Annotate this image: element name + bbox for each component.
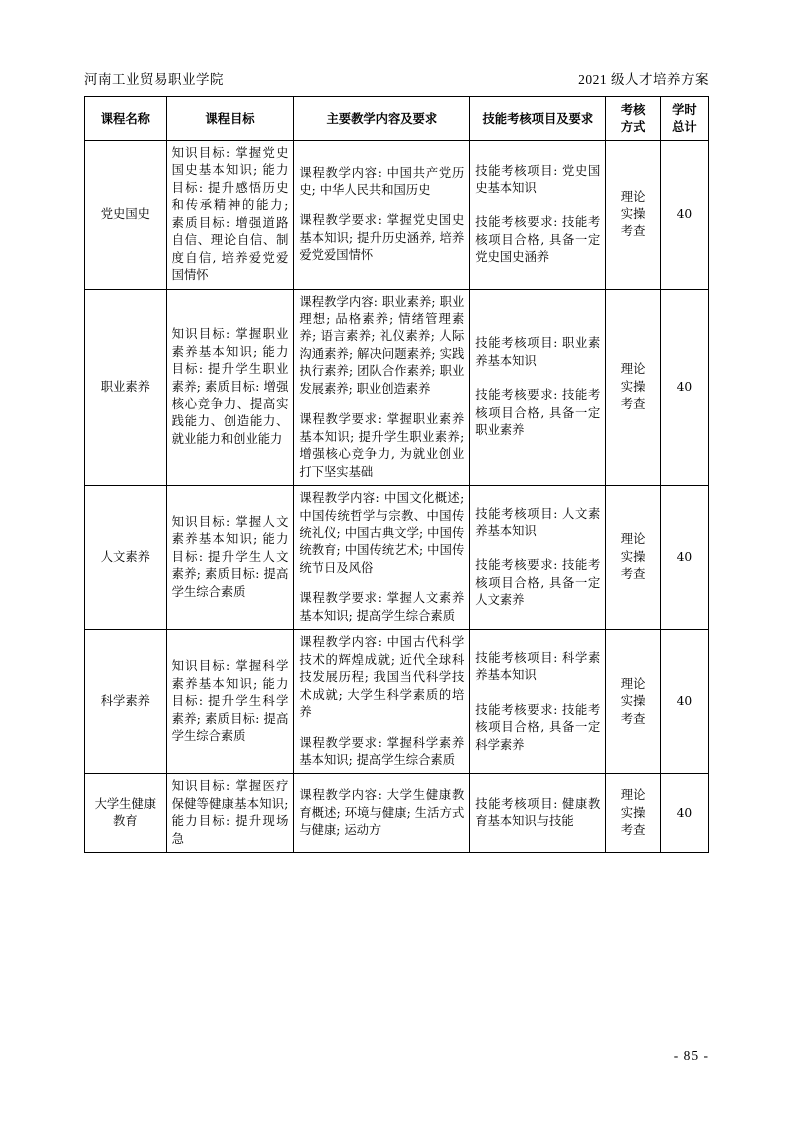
teaching-requirement-paragraph: 课程教学要求: 掌握科学素养基本知识; 提高学生综合素质 xyxy=(299,735,465,767)
assessment-method-text-line2: 实操 xyxy=(620,206,646,221)
cell-skill-assessment xyxy=(470,140,606,289)
assessment-method-text-line3: 考查 xyxy=(620,224,646,239)
assessment-method-text-line3: 考查 xyxy=(620,397,646,412)
assessment-method-text-line1: 理论 xyxy=(620,788,646,803)
cell-skill-assessment xyxy=(470,289,606,486)
cell-total-hours: 40 xyxy=(660,774,708,853)
teaching-content-paragraph: 课程教学内容: 职业素养; 职业理想; 品格素养; 情绪管理素养; 语言素养; 礼仪素养; 人际沟通素养; 解决问题素养; 实践执行素养; 团队合作素养; 职业发展素养; 职业创造素养 xyxy=(299,294,465,396)
cell-assessment-method xyxy=(606,289,660,486)
column-header-skill-assessment: 技能考核项目及要求 xyxy=(470,97,606,141)
assessment-item-paragraph: 技能考核项目: 职业素养基本知识 xyxy=(475,336,601,368)
column-header-assessment-method xyxy=(606,97,660,141)
cell-assessment-method xyxy=(606,630,660,774)
table-header xyxy=(85,97,709,141)
total-hours-line1: 学时 xyxy=(672,102,697,117)
cell-course-goal: 知识目标: 掌握党史国史基本知识; 能力目标: 提升感悟历史和传承精神的能力; 素质目标: 增强道路自信、理论自信、制度自信, 培养爱党爱国情怀 xyxy=(166,140,294,289)
assessment-requirement-paragraph: 技能考核要求: 技能考核项目合格, 具备一定科学素养 xyxy=(475,702,601,752)
cell-teaching-content xyxy=(294,774,470,853)
assessment-requirement-paragraph: 技能考核要求: 技能考核项目合格, 具备一定人文素养 xyxy=(475,558,601,608)
assessment-method-text-line2: 实操 xyxy=(620,805,646,820)
cell-total-hours: 40 xyxy=(660,486,708,630)
page-header xyxy=(84,68,709,88)
assessment-item-paragraph: 技能考核项目: 党史国史基本知识 xyxy=(475,163,601,196)
teaching-requirement-paragraph: 课程教学要求: 掌握人文素养基本知识; 提高学生综合素质 xyxy=(299,591,465,623)
cell-course-goal: 知识目标: 掌握职业素养基本知识; 能力目标: 提升学生职业素养; 素质目标: 增强核心竞争力、提高实践能力、创造能力、就业能力和创业能力 xyxy=(166,289,294,486)
cell-course-goal: 知识目标: 掌握医疗保健等健康基本知识; 能力目标: 提升现场急 xyxy=(166,774,294,853)
teaching-content-paragraph: 课程教学内容: 大学生健康教育概述; 环境与健康; 生活方式与健康; 运动方 xyxy=(299,788,465,838)
teaching-content-paragraph: 课程教学内容: 中国古代科学技术的辉煌成就; 近代全球科技发展历程; 我国当代科学技术成就; 大学生科学素质的培养 xyxy=(299,635,465,720)
cell-total-hours: 40 xyxy=(660,140,708,289)
table-row xyxy=(85,289,709,486)
column-header-total-hours xyxy=(660,97,708,141)
assessment-method-text-line3: 考查 xyxy=(620,823,646,838)
table-body xyxy=(85,140,709,852)
column-header-teaching-content: 主要教学内容及要求 xyxy=(294,97,470,141)
assessment-method-text-line1: 理论 xyxy=(620,362,646,377)
teaching-requirement-paragraph: 课程教学要求: 掌握党史国史基本知识; 提升历史涵养, 培养爱党爱国情怀 xyxy=(299,213,465,263)
cell-course-name: 科学素养 xyxy=(85,630,167,774)
cell-teaching-content xyxy=(294,140,470,289)
table-row xyxy=(85,774,709,853)
page-number: - 85 - xyxy=(673,1048,709,1063)
cell-assessment-method xyxy=(606,774,660,853)
table-row xyxy=(85,140,709,289)
total-hours-line2: 总计 xyxy=(672,119,697,135)
assessment-method-text-line1: 理论 xyxy=(620,676,646,691)
cell-teaching-content xyxy=(294,289,470,486)
assessment-method-text-line2: 实操 xyxy=(620,379,646,394)
teaching-requirement-paragraph: 课程教学要求: 掌握职业素养基本知识; 提升学生职业素养; 增强核心竞争力, 为就业创业打下坚实基础 xyxy=(299,412,465,479)
assessment-method-text-line2: 实操 xyxy=(620,549,646,564)
cell-assessment-method xyxy=(606,486,660,630)
cell-total-hours: 40 xyxy=(660,289,708,486)
assessment-item-paragraph: 技能考核项目: 人文素养基本知识 xyxy=(475,506,601,538)
assessment-method-text-line2: 实操 xyxy=(620,694,646,709)
cell-course-name: 人文素养 xyxy=(85,486,167,630)
column-header-course-name: 课程名称 xyxy=(85,97,167,141)
teaching-content-paragraph: 课程教学内容: 中国文化概述; 中国传统哲学与宗教、中国传统礼仪; 中国古典文学; 中国传统教育; 中国传统艺术; 中国传统节日及风俗 xyxy=(299,491,465,575)
cell-teaching-content xyxy=(294,486,470,630)
cell-skill-assessment xyxy=(470,630,606,774)
assessment-method-text-line1: 理论 xyxy=(620,189,646,204)
cell-total-hours: 40 xyxy=(660,630,708,774)
assessment-method-line2: 方式 xyxy=(620,119,646,135)
cell-course-name: 职业素养 xyxy=(85,289,167,486)
table-header-row xyxy=(85,97,709,141)
header-document-title: 2021 级人才培养方案 xyxy=(578,72,709,87)
assessment-method-text-line3: 考查 xyxy=(620,711,646,726)
table-row xyxy=(85,630,709,774)
cell-course-goal: 知识目标: 掌握人文素养基本知识; 能力目标: 提升学生人文素养; 素质目标: 提高学生综合素质 xyxy=(166,486,294,630)
column-header-course-goal: 课程目标 xyxy=(166,97,294,141)
course-plan-table xyxy=(84,96,709,853)
assessment-item-paragraph: 技能考核项目: 科学素养基本知识 xyxy=(475,650,601,683)
assessment-item-paragraph: 技能考核项目: 健康教育基本知识与技能 xyxy=(475,796,601,829)
assessment-method-text-line1: 理论 xyxy=(620,532,646,547)
teaching-content-paragraph: 课程教学内容: 中国共产党历史; 中华人民共和国历史 xyxy=(299,165,465,198)
cell-skill-assessment xyxy=(470,774,606,853)
assessment-requirement-paragraph: 技能考核要求: 技能考核项目合格, 具备一定党史国史涵养 xyxy=(475,215,601,265)
cell-course-name: 大学生健康教育 xyxy=(85,774,167,853)
header-institution: 河南工业贸易职业学院 xyxy=(84,72,224,88)
cell-teaching-content xyxy=(294,630,470,774)
assessment-requirement-paragraph: 技能考核要求: 技能考核项目合格, 具备一定职业素养 xyxy=(475,388,601,437)
assessment-method-line1: 考核 xyxy=(620,102,646,117)
assessment-method-text-line3: 考查 xyxy=(620,567,646,582)
cell-course-goal: 知识目标: 掌握科学素养基本知识; 能力目标: 提升学生科学素养; 素质目标: 提高学生综合素质 xyxy=(166,630,294,774)
cell-assessment-method xyxy=(606,140,660,289)
cell-course-name: 党史国史 xyxy=(85,140,167,289)
table-row xyxy=(85,486,709,630)
cell-skill-assessment xyxy=(470,486,606,630)
